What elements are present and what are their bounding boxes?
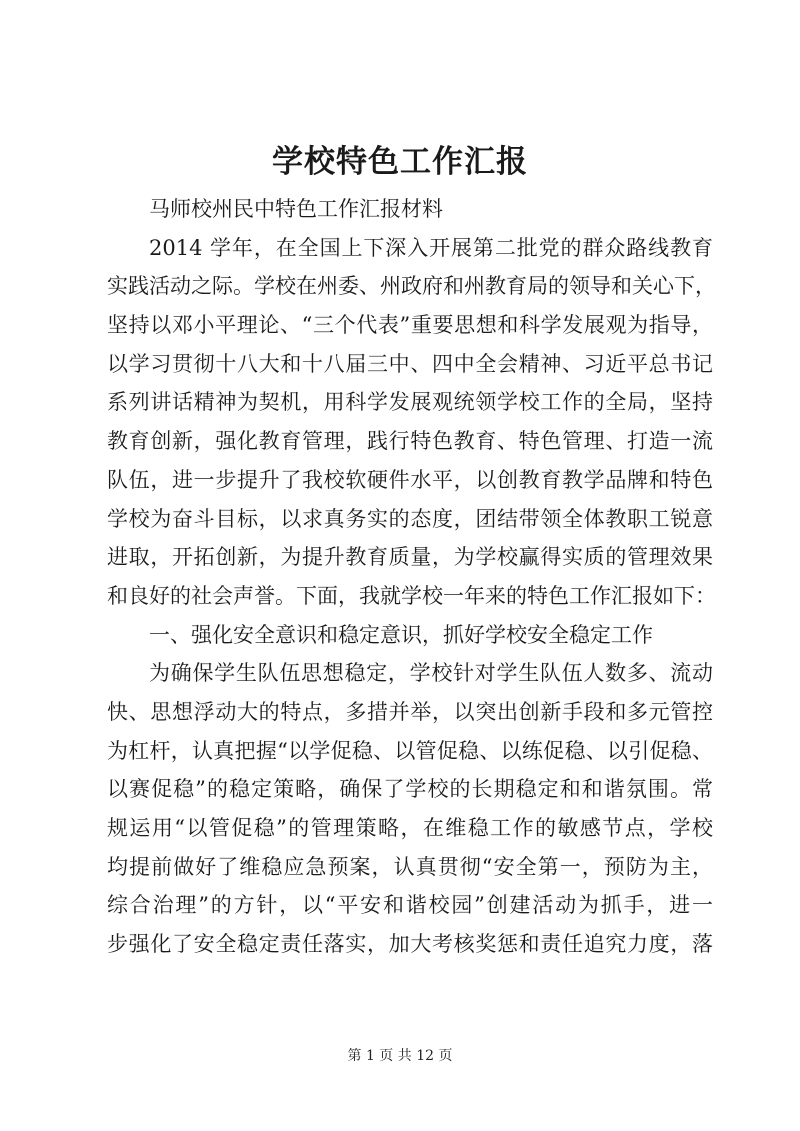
paragraph-line: 实践活动之际。学校在州委、州政府和州教育局的领导和关心下，: [107, 274, 716, 299]
paragraph-line: 以学习贯彻十八大和十八届三中、四中全会精神、习近平总书记: [107, 351, 713, 376]
paragraph-line: 2014 学年，在全国上下深入开展第二批党的群众路线教育: [149, 235, 713, 260]
paragraph-line: 步强化了安全稳定责任落实，加大考核奖惩和责任追究力度，落: [107, 932, 713, 957]
paragraph-line: 为杠杆，认真把握“以学促稳、以管促稳、以练促稳、以引促稳、: [107, 738, 713, 763]
paragraph-line: 坚持以邓小平理论、“三个代表”重要思想和科学发展观为指导，: [107, 313, 713, 338]
paragraph-line: 均提前做好了维稳应急预案，认真贯彻“安全第一，预防为主，: [107, 854, 713, 879]
paragraph-line: 规运用“以管促稳”的管理策略，在维稳工作的敏感节点，学校: [107, 816, 713, 840]
subtitle-line: 马师校州民中特色工作汇报材料: [149, 197, 443, 221]
document-title: 学校特色工作汇报: [272, 144, 528, 180]
paragraph-line: 快、思想浮动大的特点，多措并举，以突出创新手段和多元管控: [107, 699, 713, 724]
paragraph-line: 队伍，进一步提升了我校软硬件水平，以创教育教学品牌和特色: [107, 467, 713, 492]
document-body: [107, 190, 716, 964]
paragraph-line: 进取，开拓创新，为提升教育质量，为学校赢得实质的管理效果: [107, 545, 713, 570]
paragraph-line: 教育创新，强化教育管理，践行特色教育、特色管理、打造一流: [107, 429, 713, 454]
paragraph-line: 系列讲话精神为契机，用科学发展观统领学校工作的全局，坚持: [107, 390, 713, 415]
paragraph-line: 综合治理”的方针，以“平安和谐校园”创建活动为抓手，进一: [107, 893, 713, 918]
paragraph-line: 为确保学生队伍思想稳定，学校针对学生队伍人数多、流动: [149, 661, 713, 686]
paragraph-line: 以赛促稳”的稳定策略，确保了学校的长期稳定和和谐氛围。常: [107, 777, 713, 802]
paragraph-line: 和良好的社会声誉。下面，我就学校一年来的特色工作汇报如下：: [107, 583, 716, 608]
section-heading: 一、强化安全意识和稳定意识，抓好学校安全稳定工作: [149, 622, 653, 647]
page-footer: 第 1 页 共 12 页: [347, 1048, 453, 1064]
paragraph-line: 学校为奋斗目标，以求真务实的态度，团结带领全体教职工锐意: [107, 506, 713, 531]
